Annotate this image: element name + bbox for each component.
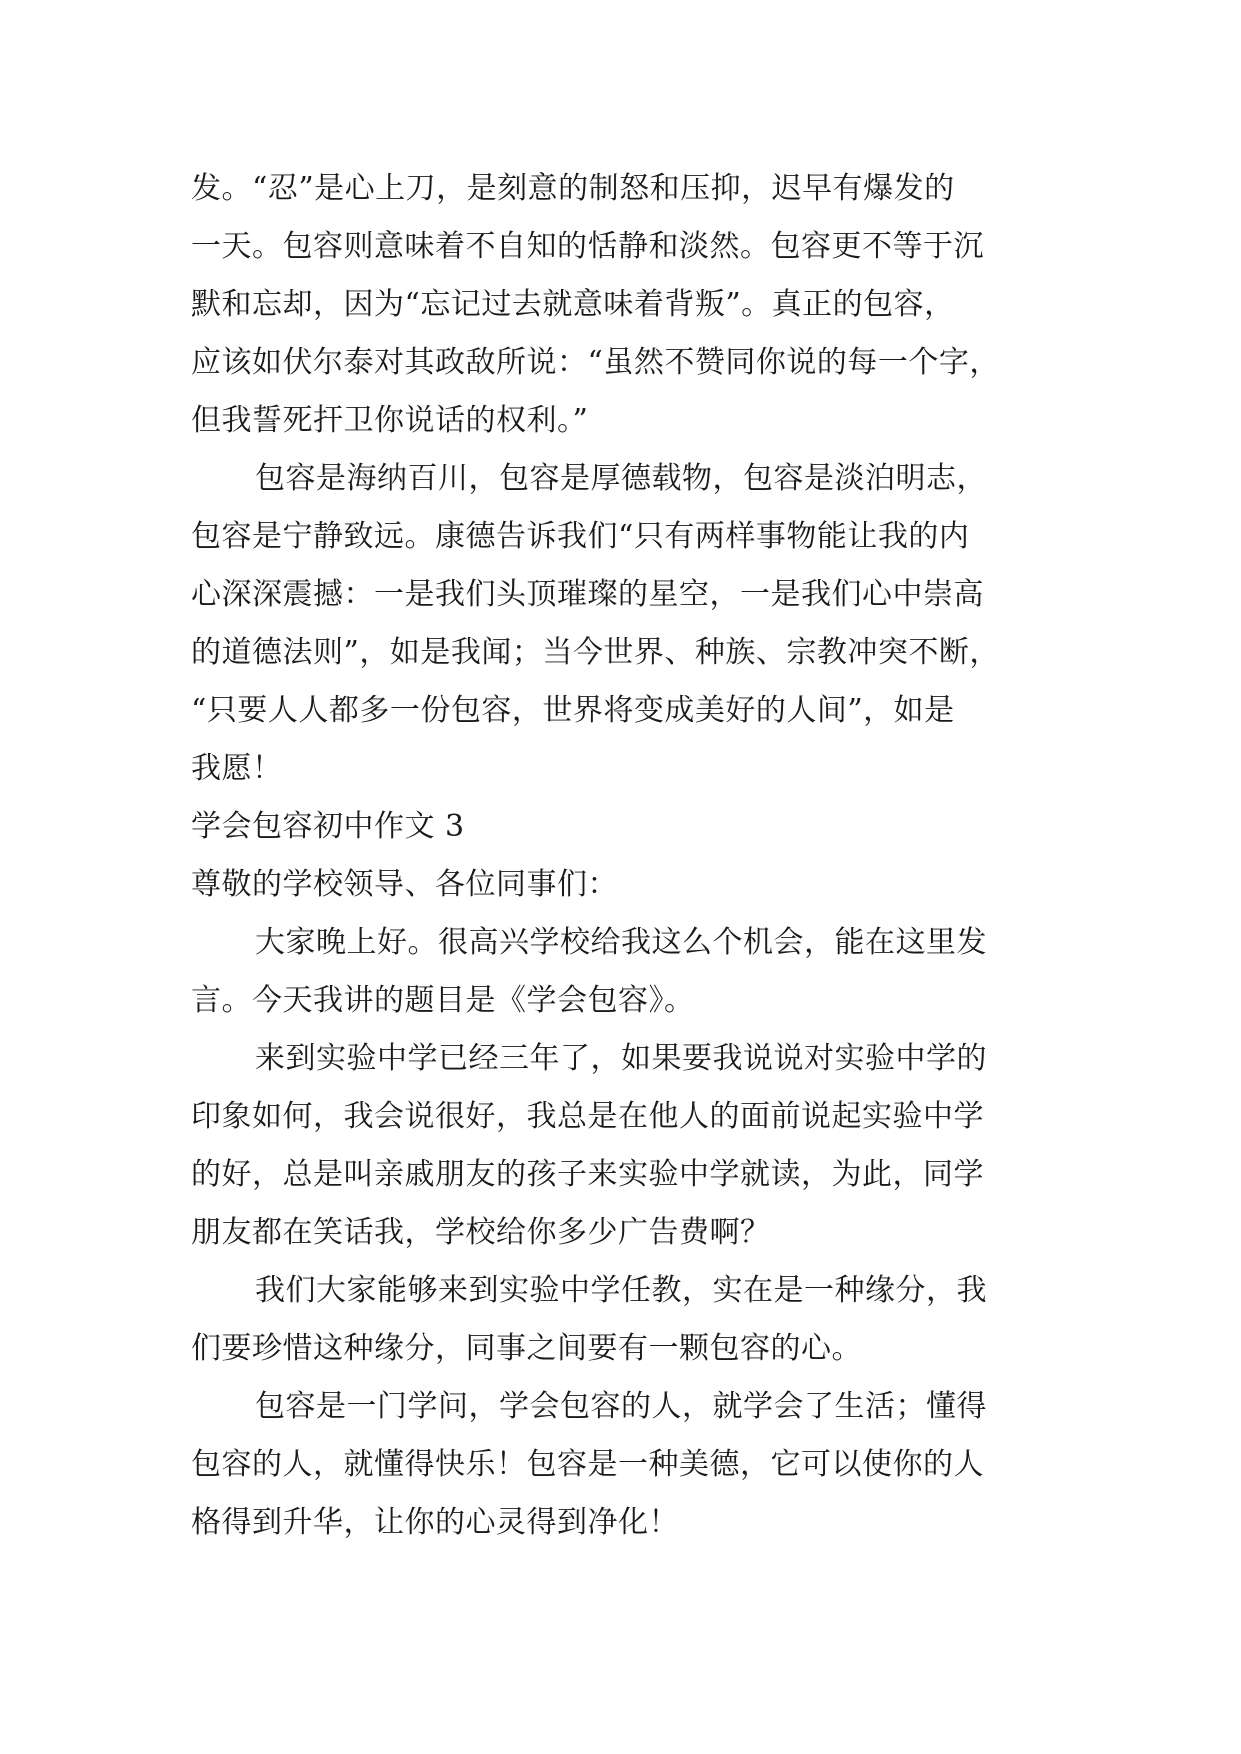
text-line: 包容是宁静致远。康德告诉我们“只有两样事物能让我的内 bbox=[191, 519, 970, 554]
text-line: 格得到升华，让你的心灵得到净化！ bbox=[191, 1505, 679, 1540]
text-line: 一天。包容则意味着不自知的恬静和淡然。包容更不等于沉 bbox=[191, 229, 984, 264]
text-line: 心深深震撼：一是我们头顶璀璨的星空，一是我们心中崇高 bbox=[191, 577, 984, 612]
text-line: 的好，总是叫亲戚朋友的孩子来实验中学就读，为此，同学 bbox=[191, 1157, 984, 1192]
document-body bbox=[191, 160, 1091, 1552]
text-line: 的道德法则”，如是我闻；当今世界、种族、宗教冲突不断， bbox=[191, 635, 1000, 670]
text-line: 发。“忍”是心上刀，是刻意的制怒和压抑，迟早有爆发的 bbox=[191, 171, 955, 206]
text-line: 应该如伏尔泰对其政敌所说：“虽然不赞同你说的每一个字， bbox=[191, 345, 1000, 380]
text-line: 言。今天我讲的题目是《学会包容》。 bbox=[191, 983, 695, 1018]
text-line: 但我誓死扞卫你说话的权利。” bbox=[191, 403, 589, 438]
text-line: 我们大家能够来到实验中学任教，实在是一种缘分，我 bbox=[255, 1273, 987, 1308]
text-line: 包容是海纳百川，包容是厚德载物，包容是淡泊明志， bbox=[255, 461, 987, 496]
text-line: 大家晚上好。很高兴学校给我这么个机会，能在这里发 bbox=[255, 925, 987, 960]
text-line: 包容是一门学问，学会包容的人，就学会了生活；懂得 bbox=[255, 1389, 987, 1424]
text-line: “只要人人都多一份包容，世界将变成美好的人间”，如是 bbox=[191, 693, 955, 728]
text-line: 学会包容初中作文 3 bbox=[191, 809, 465, 844]
text-line: 我愿！ bbox=[191, 751, 283, 786]
text-line: 们要珍惜这种缘分，同事之间要有一颗包容的心。 bbox=[191, 1331, 862, 1366]
text-line: 包容的人，就懂得快乐！包容是一种美德，它可以使你的人 bbox=[191, 1447, 984, 1482]
text-line: 朋友都在笑话我，学校给你多少广告费啊？ bbox=[191, 1215, 771, 1250]
text-line: 印象如何，我会说很好，我总是在他人的面前说起实验中学 bbox=[191, 1099, 984, 1134]
text-line: 默和忘却，因为“忘记过去就意味着背叛”。真正的包容， bbox=[191, 287, 955, 322]
text-line: 来到实验中学已经三年了，如果要我说说对实验中学的 bbox=[255, 1041, 987, 1076]
text-line: 尊敬的学校领导、各位同事们： bbox=[191, 867, 618, 902]
